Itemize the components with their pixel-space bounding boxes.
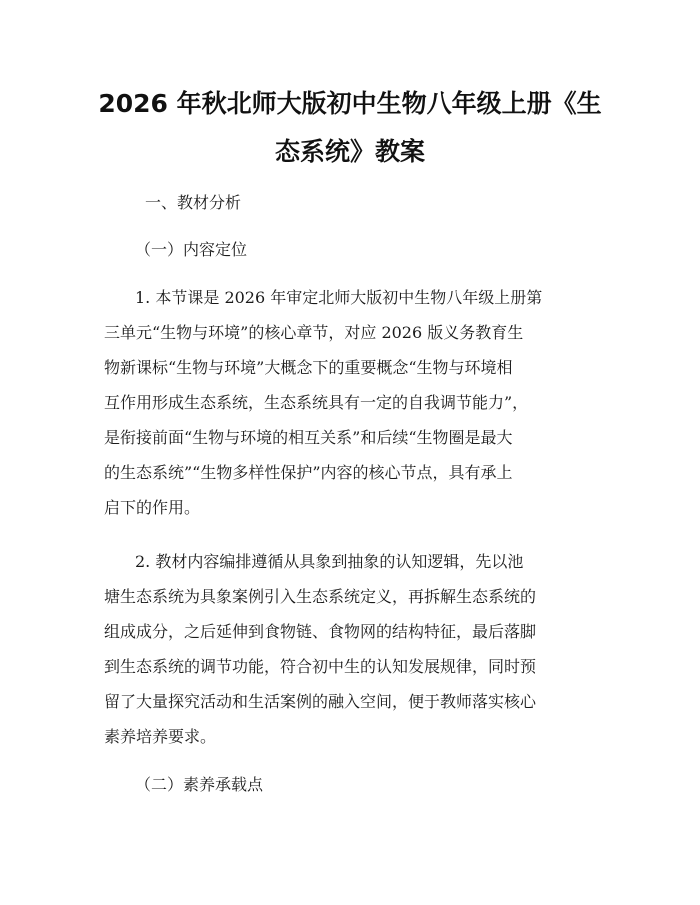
paragraph-1-line: 的生态系统”“生物多样性保护”内容的核心节点，具有承上 (104, 463, 513, 482)
paragraph-1-line: 启下的作用。 (104, 498, 201, 517)
paragraph-2-line: 组成成分，之后延伸到食物链、食物网的结构特征，最后落脚 (104, 622, 537, 641)
paragraph-2-line: 留了大量探究活动和生活案例的融入空间，便于教师落实核心 (104, 692, 537, 711)
paragraph-1-line: 三单元“生物与环境”的核心章节，对应 2026 版义务教育生 (104, 323, 524, 342)
paragraph-2-line: 到生态系统的调节功能，符合初中生的认知发展规律，同时预 (104, 657, 537, 676)
subsection-heading-content-positioning: （一）内容定位 (135, 240, 248, 259)
section-heading-materials-analysis: 一、教材分析 (145, 193, 242, 212)
document-title (90, 80, 610, 176)
paragraph-2-line: 素养培养要求。 (104, 727, 217, 746)
paragraph-2-line: 塘生态系统为具象案例引入生态系统定义，再拆解生态系统的 (104, 587, 537, 606)
paragraph-1-line: 物新课标“生物与环境”大概念下的重要概念“生物与环境相 (104, 358, 513, 377)
subsection-heading-competency-points: （二）素养承载点 (135, 775, 264, 794)
title-line-1: 2026 年秋北师大版初中生物八年级上册《生 (98, 89, 602, 118)
paragraph-1-line: 1. 本节课是 2026 年审定北师大版初中生物八年级上册第 (135, 288, 543, 307)
title-line-2: 态系统》教案 (274, 137, 425, 166)
paragraph-2-line: 2. 教材内容编排遵循从具象到抽象的认知逻辑，先以池 (135, 552, 524, 571)
paragraph-1-line: 互作用形成生态系统，生态系统具有一定的自我调节能力”， (104, 393, 529, 412)
paragraph-1-line: 是衔接前面“生物与环境的相互关系”和后续“生物圈是最大 (104, 428, 513, 447)
